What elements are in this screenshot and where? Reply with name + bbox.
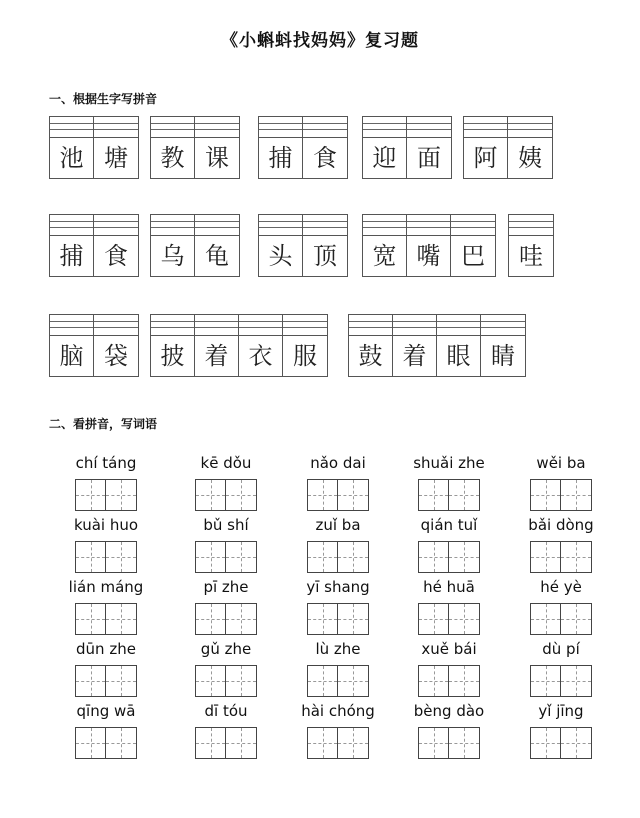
char-box-group [362, 116, 452, 179]
tianzige-grid [75, 665, 137, 697]
writing-cell[interactable] [449, 480, 479, 510]
char-box [303, 117, 347, 178]
writing-cell[interactable] [106, 480, 136, 510]
pinyin-writing-lines[interactable] [437, 315, 480, 336]
word-item [51, 515, 161, 573]
word-item [51, 577, 161, 635]
word-pinyin: bèng dào [413, 702, 485, 720]
pinyin-writing-lines[interactable] [195, 215, 239, 236]
writing-cell[interactable] [226, 542, 256, 572]
hanzi-character: 头 [268, 242, 293, 270]
writing-cell[interactable] [196, 604, 226, 634]
hanzi-character: 龟 [205, 242, 229, 270]
writing-cell[interactable] [76, 542, 106, 572]
hanzi-character: 迎 [372, 144, 397, 172]
hanzi-character: 披 [160, 342, 185, 370]
tianzige-grid [307, 665, 369, 697]
word-item [506, 577, 616, 635]
word-pinyin: yǐ jīng [538, 702, 584, 720]
char-box [195, 117, 239, 178]
hanzi-character: 乌 [160, 242, 185, 270]
word-pinyin: nǎo dai [310, 454, 366, 472]
char-box [50, 315, 94, 376]
hanzi-character: 宽 [372, 242, 397, 270]
word-pinyin: lù zhe [315, 640, 361, 658]
char-box-group [150, 314, 328, 377]
hanzi-character: 塘 [104, 144, 128, 172]
char-box-group [508, 214, 554, 277]
writing-cell[interactable] [196, 542, 226, 572]
pinyin-writing-lines[interactable] [259, 215, 302, 236]
char-box [407, 215, 451, 276]
word-pinyin: zuǐ ba [315, 516, 361, 534]
writing-cell[interactable] [106, 728, 136, 758]
pinyin-writing-lines[interactable] [259, 117, 302, 138]
char-box [363, 215, 407, 276]
tianzige-grid [307, 603, 369, 635]
word-pinyin: qīng wā [76, 702, 136, 720]
hanzi-character: 着 [204, 342, 229, 370]
writing-cell[interactable] [561, 542, 591, 572]
writing-cell[interactable] [338, 728, 368, 758]
tianzige-grid [195, 665, 257, 697]
writing-cell[interactable] [338, 666, 368, 696]
hanzi-character: 池 [59, 144, 84, 172]
char-box-group [49, 214, 139, 277]
tianzige-grid [195, 479, 257, 511]
writing-cell[interactable] [338, 480, 368, 510]
word-item [51, 453, 161, 511]
writing-cell[interactable] [531, 604, 561, 634]
writing-cell[interactable] [196, 666, 226, 696]
pinyin-writing-lines[interactable] [50, 215, 93, 236]
word-pinyin: xuě bái [421, 640, 477, 658]
char-box [94, 315, 138, 376]
hanzi-character: 脑 [59, 342, 84, 370]
word-pinyin: bǎi dòng [528, 516, 594, 534]
char-box [195, 315, 239, 376]
word-item [506, 639, 616, 697]
tianzige-grid [530, 479, 592, 511]
pinyin-writing-lines[interactable] [481, 315, 525, 336]
writing-cell[interactable] [561, 480, 591, 510]
pinyin-writing-lines[interactable] [94, 315, 138, 336]
writing-cell[interactable] [531, 666, 561, 696]
char-box [151, 315, 195, 376]
char-box-group [49, 314, 139, 377]
char-box [393, 315, 437, 376]
pinyin-writing-lines[interactable] [363, 117, 406, 138]
writing-cell[interactable] [226, 480, 256, 510]
char-box [349, 315, 393, 376]
writing-cell[interactable] [449, 728, 479, 758]
writing-cell[interactable] [226, 666, 256, 696]
hanzi-character: 食 [104, 242, 128, 270]
writing-cell[interactable] [106, 542, 136, 572]
writing-cell[interactable] [561, 604, 591, 634]
pinyin-writing-lines[interactable] [508, 117, 552, 138]
word-item [506, 701, 616, 759]
writing-cell[interactable] [106, 666, 136, 696]
char-box [451, 215, 495, 276]
page-title: 《小蝌蚪找妈妈》复习题 [221, 31, 419, 51]
word-item [394, 453, 504, 511]
char-box [259, 215, 303, 276]
tianzige-grid [418, 479, 480, 511]
word-pinyin: bǔ shí [203, 516, 249, 534]
writing-cell[interactable] [338, 604, 368, 634]
tianzige-grid [307, 479, 369, 511]
word-item [283, 577, 393, 635]
word-pinyin: chí táng [75, 454, 137, 472]
writing-cell[interactable] [308, 666, 338, 696]
word-pinyin: lián máng [68, 578, 144, 596]
writing-cell[interactable] [419, 728, 449, 758]
word-item [394, 701, 504, 759]
pinyin-writing-lines[interactable] [94, 117, 138, 138]
word-item [506, 453, 616, 511]
pinyin-writing-lines[interactable] [303, 215, 347, 236]
char-box [481, 315, 525, 376]
word-pinyin: hé huā [423, 578, 475, 596]
word-pinyin: kuài huo [73, 516, 139, 534]
pinyin-writing-lines[interactable] [239, 315, 282, 336]
hanzi-character: 食 [313, 144, 337, 172]
writing-cell[interactable] [308, 542, 338, 572]
hanzi-character: 鼓 [358, 342, 383, 370]
char-box [151, 117, 195, 178]
tianzige-grid [75, 541, 137, 573]
section-2-heading: 二、看拼音，写词语 [49, 417, 158, 431]
word-pinyin: pī zhe [203, 578, 249, 596]
word-item [171, 639, 281, 697]
writing-cell[interactable] [419, 604, 449, 634]
word-item [171, 515, 281, 573]
word-pinyin: shuǎi zhe [413, 454, 485, 472]
writing-cell[interactable] [308, 604, 338, 634]
writing-cell[interactable] [449, 604, 479, 634]
word-item [51, 639, 161, 697]
word-item [283, 515, 393, 573]
writing-cell[interactable] [419, 542, 449, 572]
tianzige-grid [75, 479, 137, 511]
pinyin-writing-lines[interactable] [464, 117, 507, 138]
writing-cell[interactable] [76, 728, 106, 758]
writing-cell[interactable] [106, 604, 136, 634]
char-box [239, 315, 283, 376]
word-pinyin: yī shang [306, 578, 370, 596]
word-pinyin: wěi ba [536, 454, 586, 472]
char-box-group [258, 116, 348, 179]
word-item [394, 515, 504, 573]
hanzi-character: 着 [402, 342, 427, 370]
writing-cell[interactable] [449, 542, 479, 572]
hanzi-character: 课 [205, 144, 229, 172]
pinyin-writing-lines[interactable] [407, 117, 451, 138]
pinyin-writing-lines[interactable] [195, 315, 238, 336]
word-item [394, 639, 504, 697]
hanzi-character: 哇 [519, 242, 543, 270]
word-item [283, 639, 393, 697]
char-box [94, 117, 138, 178]
hanzi-character: 眼 [446, 342, 471, 370]
writing-cell[interactable] [226, 728, 256, 758]
word-pinyin: qián tuǐ [420, 516, 478, 534]
hanzi-character: 教 [160, 144, 185, 172]
char-box-group [150, 116, 240, 179]
tianzige-grid [418, 727, 480, 759]
writing-cell[interactable] [531, 542, 561, 572]
pinyin-writing-lines[interactable] [50, 117, 93, 138]
tianzige-grid [530, 541, 592, 573]
tianzige-grid [195, 603, 257, 635]
pinyin-writing-lines[interactable] [195, 117, 239, 138]
word-item [506, 515, 616, 573]
word-item [394, 577, 504, 635]
hanzi-character: 面 [417, 144, 441, 172]
char-box [303, 215, 347, 276]
writing-cell[interactable] [196, 728, 226, 758]
writing-cell[interactable] [449, 666, 479, 696]
tianzige-grid [418, 665, 480, 697]
word-pinyin: dī tóu [204, 702, 248, 720]
pinyin-writing-lines[interactable] [94, 215, 138, 236]
tianzige-grid [195, 541, 257, 573]
char-box [195, 215, 239, 276]
writing-cell[interactable] [531, 480, 561, 510]
tianzige-grid [75, 603, 137, 635]
char-box [508, 117, 552, 178]
word-pinyin: gǔ zhe [200, 640, 252, 658]
hanzi-character: 姨 [518, 144, 542, 172]
char-box [407, 117, 451, 178]
char-box [509, 215, 553, 276]
writing-cell[interactable] [419, 480, 449, 510]
pinyin-writing-lines[interactable] [393, 315, 436, 336]
char-box-group [348, 314, 526, 377]
tianzige-grid [75, 727, 137, 759]
tianzige-grid [418, 603, 480, 635]
pinyin-writing-lines[interactable] [50, 315, 93, 336]
word-item [171, 701, 281, 759]
word-item [283, 701, 393, 759]
word-pinyin: hài chóng [301, 702, 375, 720]
hanzi-character: 捕 [268, 144, 293, 172]
tianzige-grid [307, 727, 369, 759]
writing-cell[interactable] [531, 728, 561, 758]
word-pinyin: kē dǒu [200, 454, 252, 472]
pinyin-writing-lines[interactable] [151, 315, 194, 336]
char-box [283, 315, 327, 376]
writing-cell[interactable] [561, 666, 591, 696]
tianzige-grid [195, 727, 257, 759]
char-box [437, 315, 481, 376]
word-pinyin: dūn zhe [76, 640, 136, 658]
pinyin-writing-lines[interactable] [363, 215, 406, 236]
writing-cell[interactable] [196, 480, 226, 510]
writing-cell[interactable] [561, 728, 591, 758]
hanzi-character: 袋 [104, 342, 128, 370]
pinyin-writing-lines[interactable] [303, 117, 347, 138]
pinyin-writing-lines[interactable] [509, 215, 553, 236]
hanzi-character: 服 [293, 342, 317, 370]
char-box-group [150, 214, 240, 277]
word-item [171, 453, 281, 511]
pinyin-writing-lines[interactable] [451, 215, 495, 236]
char-box [94, 215, 138, 276]
writing-cell[interactable] [419, 666, 449, 696]
tianzige-grid [530, 665, 592, 697]
hanzi-character: 睛 [491, 342, 515, 370]
word-pinyin: hé yè [540, 578, 582, 596]
tianzige-grid [530, 727, 592, 759]
char-box [151, 215, 195, 276]
tianzige-grid [530, 603, 592, 635]
tianzige-grid [307, 541, 369, 573]
pinyin-writing-lines[interactable] [407, 215, 450, 236]
word-item [51, 701, 161, 759]
writing-cell[interactable] [76, 480, 106, 510]
pinyin-writing-lines[interactable] [151, 117, 194, 138]
word-item [283, 453, 393, 511]
char-box [464, 117, 508, 178]
pinyin-writing-lines[interactable] [283, 315, 327, 336]
writing-cell[interactable] [76, 666, 106, 696]
writing-cell[interactable] [308, 728, 338, 758]
hanzi-character: 顶 [313, 242, 337, 270]
hanzi-character: 衣 [248, 342, 273, 370]
hanzi-character: 阿 [473, 144, 498, 172]
writing-cell[interactable] [338, 542, 368, 572]
char-box [259, 117, 303, 178]
char-box-group [362, 214, 496, 277]
tianzige-grid [418, 541, 480, 573]
char-box [50, 215, 94, 276]
writing-cell[interactable] [226, 604, 256, 634]
hanzi-character: 巴 [461, 242, 485, 270]
char-box-group [258, 214, 348, 277]
section-1-heading: 一、根据生字写拼音 [49, 92, 158, 106]
word-item [171, 577, 281, 635]
pinyin-writing-lines[interactable] [151, 215, 194, 236]
writing-cell[interactable] [76, 604, 106, 634]
writing-cell[interactable] [308, 480, 338, 510]
char-box-group [49, 116, 139, 179]
char-box [363, 117, 407, 178]
pinyin-writing-lines[interactable] [349, 315, 392, 336]
word-pinyin: dù pí [542, 640, 580, 658]
hanzi-character: 嘴 [416, 242, 441, 270]
hanzi-character: 捕 [59, 242, 84, 270]
char-box [50, 117, 94, 178]
char-box-group [463, 116, 553, 179]
